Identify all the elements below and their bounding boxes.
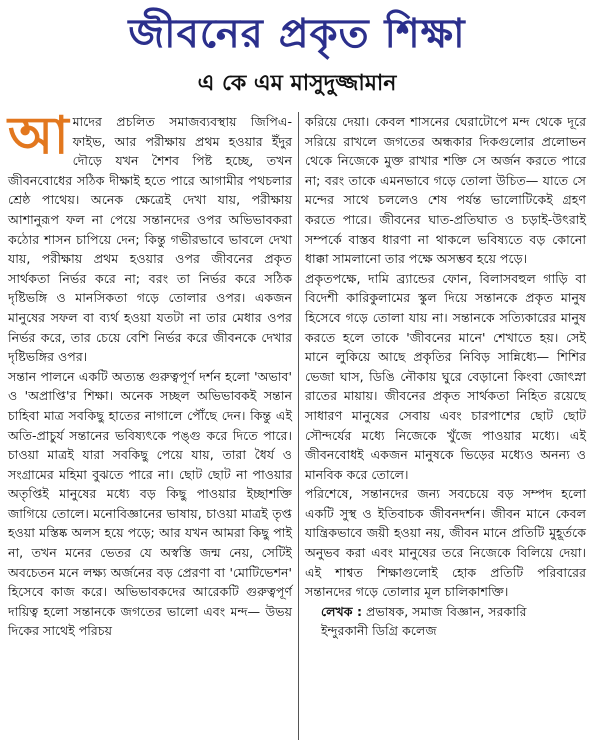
drop-cap: আ bbox=[8, 106, 69, 166]
article-paragraph: প্রকৃতপক্ষে, দামি ব্র্যান্ডের ফোন, বিলাসবহুল গাড়ি বা বিদেশী কারিকুলামের স্কুল দিয়ে সন্তানকে প্রকৃত মানুষ হিসেবে গড়ে তোলা যায় না। সন্তানকে সত্যিকারের মানুষ করতে হলে তাকে 'জীবনের মানে' শেখাতে হয়। সেই মানে লুকিয়ে আছে প্রকৃতির নিবিড় সান্নিধ্যে— শিশির ভেজা ঘাস, ডিঙি নৌকায় ঘুরে বেড়ানো কিংবা জোৎস্না রাতের মায়ায়। জীবনের প্রকৃত সার্থকতা নিহিত রয়েছে সাধারণ মানুষের সেবায় এবং চারপাশের ছোট ছোট সৌন্দর্যের মধ্যে নিজেকে খুঁজে পাওয়ার মধ্যে। এই জীবনবোধই একজন মানুষকে ভিড়ের মধ্যেও অনন্য ও মানবিক করে তোলে। bbox=[305, 270, 586, 482]
article-paragraph: করিয়ে দেয়া। কেবল শাসনের ঘেরাটোপে মন্দ থেকে দূরে সরিয়ে রাখলে জগতের অন্ধকার দিকগুলোর প্রলোভন থেকে নিজেকে মুক্ত রাখার শক্তি সে অর্জন করতে পারে না; বরং তাকে এমনভাবে গড়ে তোলা উচিত— যাতে সে মন্দের সাথে চললেও শেষ পর্যন্ত ভালোটিকেই গ্রহণ করতে পারে। জীবনের ঘাত-প্রতিঘাত ও চড়াই-উৎরাই সম্পর্কে বাস্তব ধারণা না থাকলে ভবিষ্যতে বড় কোনো ধাক্কা সামলানো তার পক্ষে অসম্ভব হয়ে পড়ে। bbox=[305, 114, 586, 267]
article-column-left bbox=[8, 106, 292, 641]
article-paragraph bbox=[8, 106, 292, 367]
column-divider bbox=[298, 112, 299, 740]
author-institution: ইন্দুরকানী ডিগ্রি কলেজ bbox=[321, 623, 437, 639]
article-paragraph: সন্তান পালনে একটি অত্যন্ত গুরুত্বপূর্ণ দর্শন হলো 'অভাব' ও 'অপ্রাপ্তি'র শিক্ষা। অনেক সচ্ছল অভিভাবকই সন্তান চাহিবা মাত্র সবকিছু হাতের নাগালে পৌঁছে দেন। কিন্তু এই অতি-প্রাচুর্য সন্তানের ভবিষ্যৎকে পঙ্গু করে দিতে পারে। চাওয়া মাত্রই যারা সবকিছু পেয়ে যায়, তারা ধৈর্য ও সংগ্রামের মহিমা বুঝতে পারে না। ছোট ছোট না পাওয়ার অতৃপ্তিই মানুষের মধ্যে বড় কিছু পাওয়ার ইচ্ছাশক্তি জাগিয়ে তোলে। মনোবিজ্ঞানের ভাষায়, চাওয়া মাত্রই তৃপ্ত হওয়া মস্তিষ্ক অলস হয়ে পড়ে; আর যখন আমরা কিছু পাই না, তখন মনের ভেতর যে অস্বস্তি জন্ম নেয়, সেটিই অবচেতন মনে লক্ষ্য অর্জনের বড় প্রেরণা বা 'মোটিভেশন' হিসেবে কাজ করে। অভিভাবকদের আরেকটি গুরুত্বপূর্ণ দায়িত্ব হলো সন্তানকে জগতের ভালো এবং মন্দ— উভয় দিকের সাথেই পরিচয় bbox=[8, 368, 292, 639]
author-affiliation: প্রভাষক, সমাজ বিজ্ঞান, সরকারি bbox=[366, 603, 527, 619]
paragraph-text: মাদের প্রচলিত সমাজব্যবস্থায় জিপিএ-ফাইভ, আর পরীক্ষায় প্রথম হওয়ার ইঁদুর দৌড়ে যখন শৈশব পিষ্ট হচ্ছে, তখন জীবনবোধের সঠিক দীক্ষাই হতে পারে আগামীর পথচলার শ্রেষ্ঠ পাথেয়। অনেক ক্ষেত্রেই দেখা যায়, পরীক্ষায় আশানুরূপ ফল না পেয়ে সন্তানদের ওপর অভিভাবকরা কঠোর শাসন চাপিয়ে দেন; কিন্তু গভীরভাবে ভাবলে দেখা যায়, পরীক্ষায় প্রথম হওয়ার ওপর জীবনের প্রকৃত সার্থকতা নির্ভর করে না; বরং তা নির্ভর করে সঠিক দৃষ্টিভঙ্গি ও মানসিকতা গড়ে তোলার ওপর। একজন মানুষের সফল বা ব্যর্থ হওয়া যতটা না তার মেধার ওপর নির্ভর করে, তার চেয়ে বেশি নির্ভর করে জীবনকে দেখার দৃষ্টিভঙ্গির ওপর। bbox=[8, 114, 292, 365]
author-label: লেখক : bbox=[321, 603, 362, 619]
author-credit bbox=[305, 602, 586, 641]
article-title: জীবনের প্রকৃত শিক্ষা bbox=[128, 11, 466, 57]
article-byline: এ কে এম মাসুদুজ্জামান bbox=[197, 71, 397, 96]
article-paragraph: পরিশেষে, সন্তানদের জন্য সবচেয়ে বড় সম্পদ হলো একটি সুস্থ ও ইতিবাচক জীবনদর্শন। জীবন মানে কেবল যান্ত্রিকভাবে জয়ী হওয়া নয়, জীবন মানে প্রতিটি মুহূর্তকে অনুভব করা এবং মানুষের তরে নিজেকে বিলিয়ে দেয়া। এই শাশ্বত শিক্ষাগুলোই হোক প্রতিটি পরিবারের সন্তানদের গড়ে তোলার মূল চালিকাশক্তি। bbox=[305, 486, 586, 600]
article-column-right bbox=[305, 112, 586, 641]
